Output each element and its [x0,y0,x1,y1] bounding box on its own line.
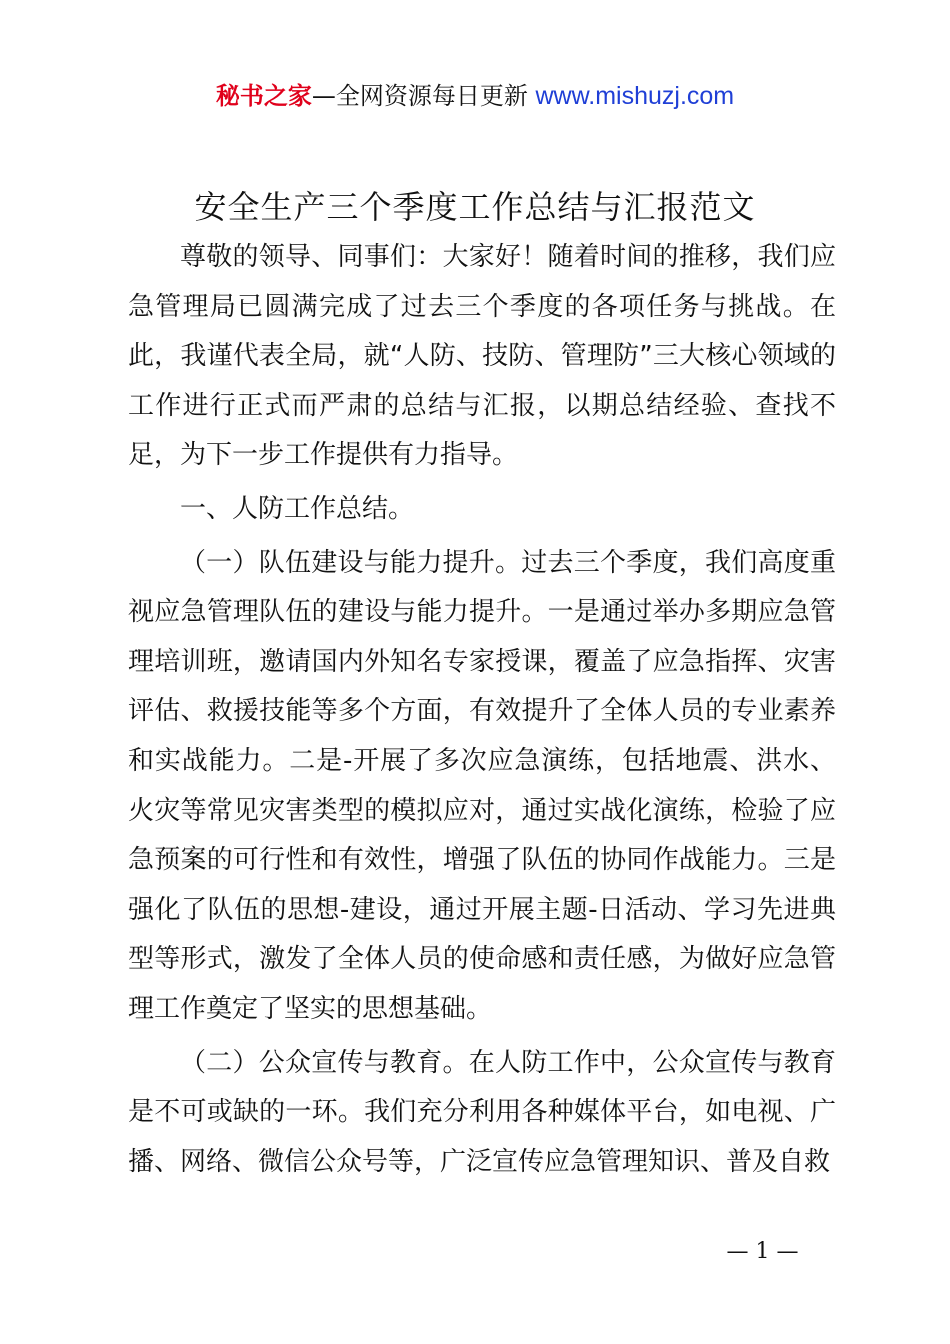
document-body [128,233,836,1187]
subsection-public-education: （二）公众宣传与教育。在人防工作中，公众宣传与教育是不可或缺的一环。我们充分利用各种媒体平台，如电视、广播、网络、微信公众号等，广泛宣传应急管理知识、普及自救 [128,1047,836,1177]
page-number: — 1 — [726,1239,799,1264]
site-tagline: —全网资源每日更新 [311,82,528,110]
subsection-team-building: （一）队伍建设与能力提升。过去三个季度，我们高度重视应急管理队伍的建设与能力提升。一是通过举办多期应急管理培训班，邀请国内外知名专家授课，覆盖了应急指挥、灾害评估、救援技能等多个方面，有效提升了全体人员的专业素养和实战能力。二是-开展了多次应急演练，包括地震、洪水、火灾等常见灾害类型的模拟应对，通过实战化演练，检验了应急预案的可行性和有效性，增强了队伍的协同作战能力。三是强化了队伍的思想-建设，通过开展主题-日活动、学习先进典型等形式，激发了全体人员的使命感和责任感，为做好应急管理工作奠定了坚实的思想基础。 [128,547,836,1024]
intro-paragraph: 尊敬的领导、同事们：大家好！随着时间的推移，我们应急管理局已圆满完成了过去三个季度的各项任务与挑战。在此，我谨代表全局，就“人防、技防、管理防”三大核心领域的工作进行正式而严肃的总结与汇报，以期总结经验、查找不足，为下一步工作提供有力指导。 [128,242,836,471]
site-header [0,80,950,112]
site-url-link[interactable]: www.mishuzj.com [535,82,735,110]
section-heading-renfang: 一、人防工作总结。 [180,493,415,524]
site-brand: 秘书之家 [215,82,312,110]
document-title: 安全生产三个季度工作总结与汇报范文 [194,188,756,226]
